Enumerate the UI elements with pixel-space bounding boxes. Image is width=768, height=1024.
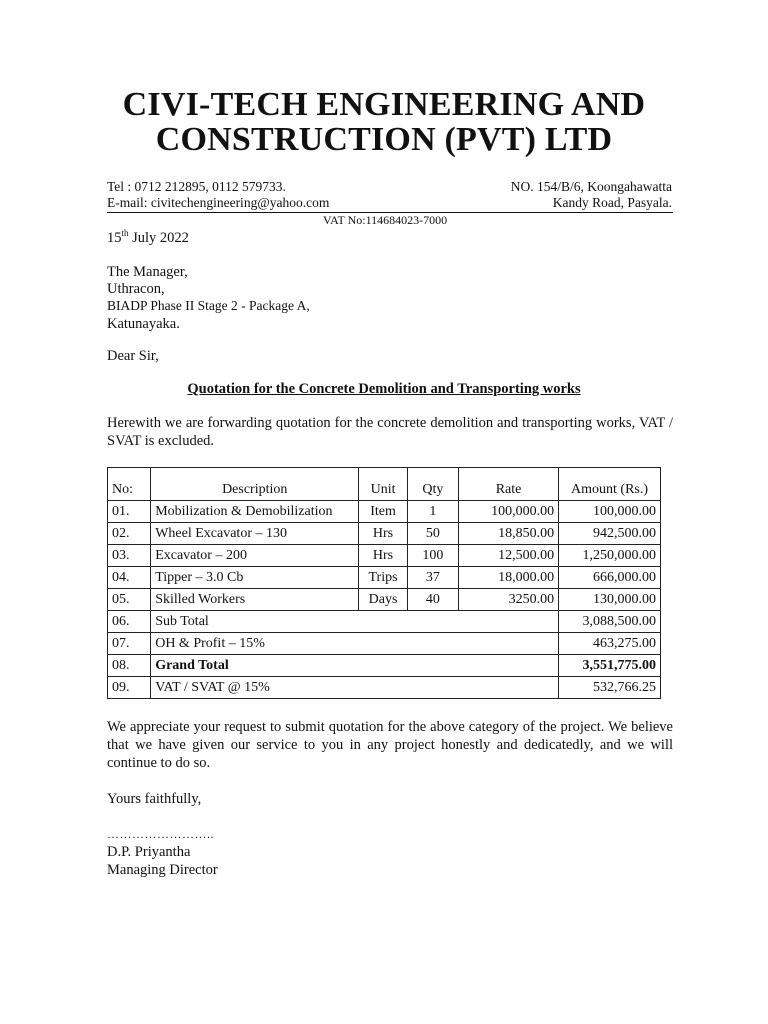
summary-row-grand-total [108,655,661,677]
signature-line: …………………….. [107,827,214,841]
summary-label: Grand Total [151,655,559,677]
row-rate: 100,000.00 [458,501,558,523]
row-qty: 40 [407,589,458,611]
row-amount: 942,500.00 [559,523,661,545]
summary-amount: 3,088,500.00 [559,611,661,633]
signatory-name: D.P. Priyantha [107,844,191,860]
company-address-line1: NO. 154/B/6, Koongahawatta [510,179,672,194]
company-address-line2: Kandy Road, Pasyala. [552,195,672,210]
row-unit: Hrs [359,545,408,567]
header-description: Description [151,468,359,501]
recipient-line1: The Manager, [107,264,188,280]
row-amount: 666,000.00 [559,567,661,589]
row-description: Tipper – 3.0 Cb [151,567,359,589]
row-rate: 18,000.00 [458,567,558,589]
summary-label: OH & Profit – 15% [151,633,559,655]
summary-amount: 463,275.00 [559,633,661,655]
letter-subject: Quotation for the Concrete Demolition and Transporting works [187,381,581,397]
row-description: Wheel Excavator – 130 [151,523,359,545]
intro-paragraph: Herewith we are forwarding quotation for the concrete demolition and transporting works, VAT / SVAT is excluded. [107,415,673,449]
letter-date: 15th July 2022 [107,228,189,246]
row-no: 07. [108,633,151,655]
summary-label: Sub Total [151,611,559,633]
row-unit: Hrs [359,523,408,545]
row-unit: Item [359,501,408,523]
table-row [108,523,661,545]
summary-amount: 532,766.25 [559,677,661,699]
header-unit: Unit [359,468,408,501]
table-row [108,501,661,523]
row-no: 06. [108,611,151,633]
quotation-table [107,467,661,699]
company-name-line2: CONSTRUCTION (PVT) LTD [155,121,613,158]
row-description: Skilled Workers [151,589,359,611]
summary-row-subtotal [108,611,661,633]
signoff: Yours faithfully, [107,791,202,807]
row-rate: 3250.00 [458,589,558,611]
row-no: 03. [108,545,151,567]
row-no: 02. [108,523,151,545]
row-unit: Days [359,589,408,611]
company-tel: Tel : 0712 212895, 0112 579733. [107,179,286,194]
row-qty: 37 [407,567,458,589]
closing-paragraph: We appreciate your request to submit quotation for the above category of the project. We believe that we have given our service to you in any project honestly and dedicatedly, and we will continue to do so. [107,719,673,771]
row-description: Excavator – 200 [151,545,359,567]
recipient-line4: Katunayaka. [107,316,180,332]
row-rate: 12,500.00 [458,545,558,567]
table-row [108,545,661,567]
company-name-line1: CIVI-TECH ENGINEERING AND [122,86,646,123]
table-header-row [108,468,661,501]
recipient-line3: BIADP Phase II Stage 2 - Package A, [107,298,310,313]
row-no: 08. [108,655,151,677]
header-no: No: [108,468,151,501]
row-no: 05. [108,589,151,611]
row-qty: 50 [407,523,458,545]
row-no: 04. [108,567,151,589]
recipient-line2: Uthracon, [107,281,165,297]
row-unit: Trips [359,567,408,589]
company-vat-no: VAT No:114684023-7000 [323,213,448,227]
summary-label: VAT / SVAT @ 15% [151,677,559,699]
row-description: Mobilization & Demobilization [151,501,359,523]
header-qty: Qty [407,468,458,501]
signatory-title: Managing Director [107,862,218,878]
row-no: 09. [108,677,151,699]
summary-row-vat [108,677,661,699]
header-rate: Rate [458,468,558,501]
summary-amount: 3,551,775.00 [559,655,661,677]
row-qty: 1 [407,501,458,523]
salutation: Dear Sir, [107,348,159,364]
row-amount: 130,000.00 [559,589,661,611]
row-amount: 1,250,000.00 [559,545,661,567]
row-qty: 100 [407,545,458,567]
header-amount: Amount (Rs.) [559,468,661,501]
summary-row-oh-profit [108,633,661,655]
company-email: E-mail: civitechengineering@yahoo.com [107,195,330,210]
table-row [108,567,661,589]
table-row [108,589,661,611]
row-amount: 100,000.00 [559,501,661,523]
row-no: 01. [108,501,151,523]
row-rate: 18,850.00 [458,523,558,545]
